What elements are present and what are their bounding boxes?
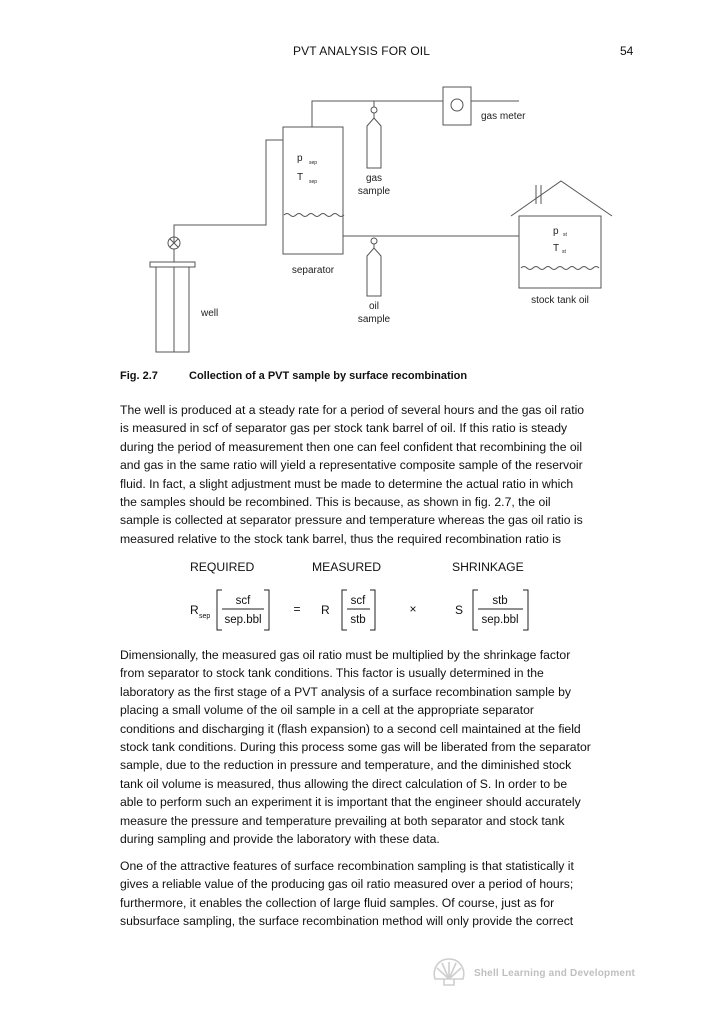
equation-heading-required: REQUIRED [190, 560, 255, 574]
recombination-equation [0, 585, 723, 635]
separator-pressure-sub: sep [309, 160, 318, 166]
text-line: sample is collected at separator pressure and temperature whereas the gas oil ratio is [120, 513, 583, 528]
text-line: One of the attractive features of surface recombination sampling is that statistically it [120, 859, 574, 873]
well-head-flange [150, 262, 195, 267]
eq-numerator-scf: scf [235, 595, 251, 607]
oil-sample-label-line2: sample [357, 314, 391, 325]
text-line: The well is produced at a steady rate for a period of several hours and the gas oil ratio [120, 403, 585, 417]
text-line: gives a reliable value of the producing gas oil ratio measured over a period of hours; [120, 877, 574, 892]
oil-sample-bottle [367, 248, 381, 296]
stock-tank-temperature-sub: st [562, 249, 566, 255]
text-line: during the period of measurement then one can feel confident that recombining the oil [120, 439, 583, 454]
eq-numerator-stb: stb [492, 595, 508, 607]
eq-denominator-stb: stb [350, 614, 366, 626]
figure-number: Fig. 2.7 [120, 370, 158, 382]
well-flow-line [174, 140, 283, 242]
text-line: stock tank conditions. During this process some gas will be liberated from the separator [120, 740, 591, 755]
oil-sample-valve-icon [371, 238, 377, 244]
text-line: sample, due to the reduction in pressure and temperature, and the diminished stock [120, 758, 572, 773]
separator-vessel [283, 127, 343, 254]
gas-sample-label-line1: gas [365, 173, 383, 184]
stock-tank-temperature-t: T [553, 243, 560, 254]
equation-heading-measured: MEASURED [312, 560, 382, 574]
eq-equals-sign: = [293, 602, 301, 616]
surface-recombination-diagram [0, 0, 723, 360]
equation-heading-shrinkage: SHRINKAGE [452, 560, 524, 574]
text-line: subsurface sampling, the surface recombination method will only provide the correct [120, 914, 574, 929]
text-line: the samples should be recombined. This is because, as shown in fig. 2.7, the oil [120, 495, 551, 510]
text-line: and gas in the same ratio will yield a representative composite sample of the reservoir [120, 458, 583, 473]
eq-r-required: R [190, 603, 199, 617]
gas-meter-box [443, 87, 471, 125]
text-line: measure the pressure and temperature prevailing at both separator and stock tank [120, 813, 565, 828]
stock-tank-body [519, 216, 601, 288]
text-line: placing a small volume of the oil sample in a cell at the appropriate separator [120, 703, 534, 718]
text-line: conditions and discharging it (flash expansion) to a second cell maintained at the field [120, 721, 581, 736]
separator-label: separator [291, 265, 335, 276]
page-number: 54 [620, 44, 634, 58]
separator-liquid-level [284, 214, 344, 217]
text-line: laboratory as the first stage of a PVT analysis of a surface recombination sample by [120, 684, 571, 699]
stock-tank-pressure-sub: st [563, 232, 567, 238]
text-line: from separator to stock tank conditions. This factor is usually determined in the [120, 666, 544, 681]
text-line: Dimensionally, the measured gas oil ratio must be multiplied by the shrinkage factor [120, 648, 571, 662]
separator-temperature-sub: sep [309, 179, 318, 185]
gas-sample-bottle [367, 118, 381, 168]
paragraph-1 [120, 401, 645, 548]
shell-logo-icon [430, 955, 468, 989]
text-line: furthermore, it enables the collection of large fluid samples. Of course, just as for [120, 895, 555, 910]
well-label: well [201, 308, 219, 319]
gas-sample-valve-icon [371, 107, 377, 113]
figure-caption [120, 370, 467, 382]
eq-numerator-scf-2: scf [350, 595, 366, 607]
eq-r-measured: R [321, 603, 330, 617]
separator-temperature-t: T [297, 172, 304, 183]
footer-brand: Shell Learning and Development [474, 968, 636, 979]
gas-meter-dial-icon [451, 99, 463, 111]
text-line: fluid. In fact, a slight adjustment must be made to determine the actual ratio in which [120, 476, 574, 491]
gas-meter-label: gas meter [481, 111, 526, 122]
text-line: able to perform such an experiment it is important that the engineer should accurately [120, 795, 581, 810]
eq-denominator-sepbbl: sep.bbl [224, 614, 262, 626]
separator-pressure-p: p [297, 153, 303, 164]
figure-caption-text: Collection of a PVT sample by surface recombination [189, 370, 468, 382]
gas-sample-label-line2: sample [357, 186, 391, 197]
running-header: PVT ANALYSIS FOR OIL [293, 44, 430, 58]
text-line: tank oil volume is measured, thus allowing the direct calculation of S. In order to be [120, 776, 568, 791]
eq-s: S [455, 603, 464, 617]
paragraph-2 [120, 646, 645, 848]
text-line: measured relative to the stock tank barrel, thus the required recombination ratio is [120, 531, 562, 546]
text-line: is measured in scf of separator gas per stock tank barrel of oil. If this ratio is steady [120, 421, 568, 436]
gas-line [312, 101, 443, 127]
paragraph-3 [120, 857, 645, 931]
stock-tank-liquid-level [521, 267, 599, 270]
eq-r-sub: sep [199, 613, 211, 620]
eq-denominator-sepbbl-2: sep.bbl [481, 614, 519, 626]
well-casing [156, 267, 189, 352]
stock-tank-oil-label: stock tank oil [531, 295, 589, 306]
oil-sample-label-line1: oil [368, 301, 380, 312]
eq-times-sign: × [409, 602, 417, 616]
stock-tank-roof [511, 181, 612, 216]
text-line: during sampling and provide the laboratory with these data. [120, 832, 440, 847]
stock-tank-pressure-p: p [553, 226, 559, 237]
